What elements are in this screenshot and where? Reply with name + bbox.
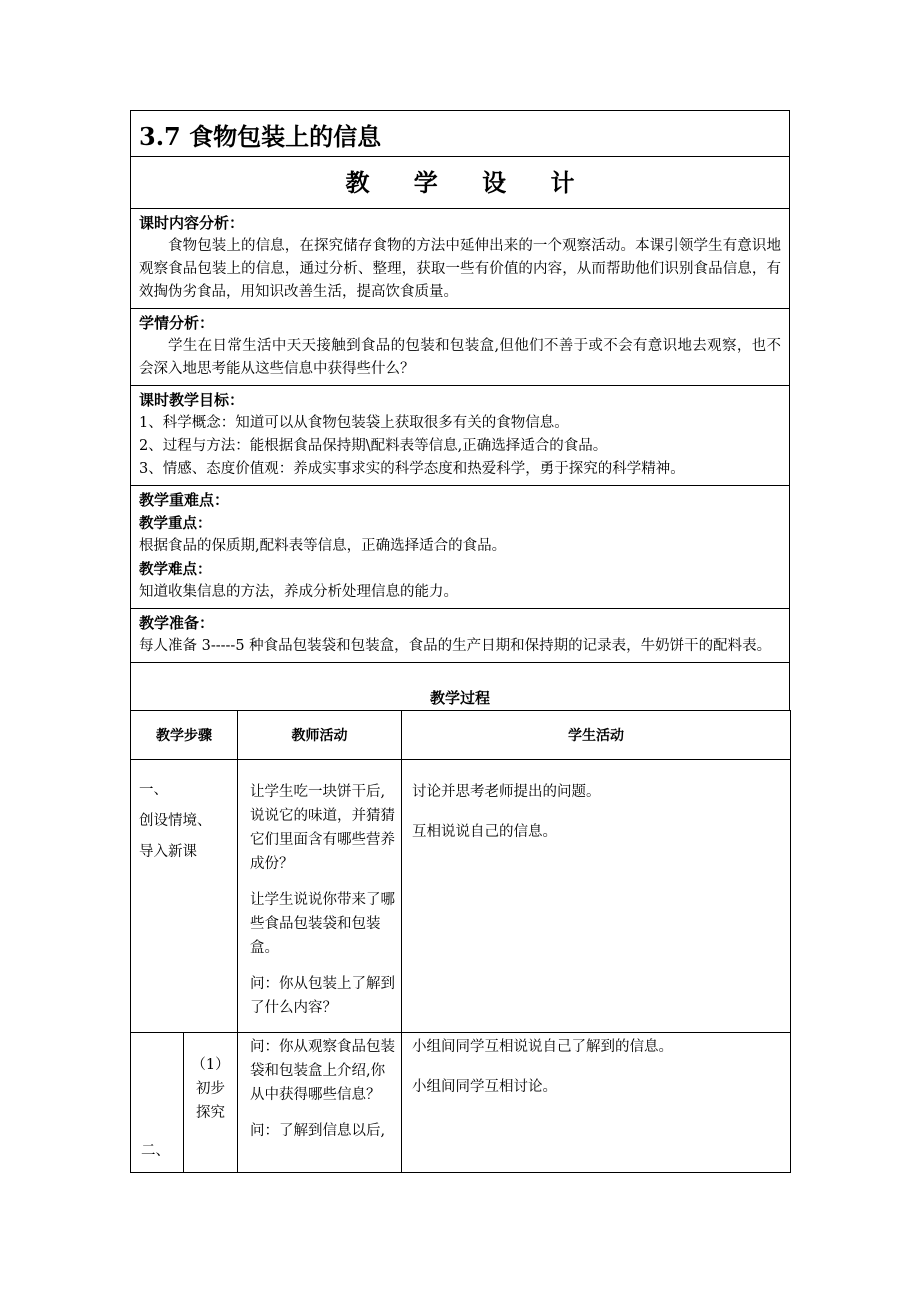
step1-line: 一、 <box>139 782 168 798</box>
learner-analysis-section <box>131 308 789 385</box>
step2-student-cell <box>402 1033 791 1173</box>
process-header-row <box>131 711 791 760</box>
difficulty-text: 知道收集信息的方法，养成分析处理信息的能力。 <box>139 584 458 600</box>
content-analysis-body: 食物包装上的信息，在探究储存食物的方法中延伸出来的一个观察活动。本课引领学生有意识地观察食品包装上的信息，通过分析、整理，获取一些有价值的内容，从而帮助他们识别食品信息，有效掏伪劣食品，用知识改善生活，提高饮食质量。 <box>139 238 781 300</box>
learner-analysis-heading: 学情分析： <box>139 314 215 332</box>
student-activity: 讨论并思考老师提出的问题。 <box>412 784 601 800</box>
column-header-student: 学生活动 <box>402 711 791 760</box>
teacher-activity: 让学生吃一块饼干后,说说它的味道，并猜猜它们里面含有哪些营养成份？ <box>250 784 395 872</box>
teacher-activity: 问：你从观察食品包装袋和包装盒上介绍,你从中获得哪些信息？ <box>250 1039 395 1103</box>
content-analysis-section <box>131 208 789 308</box>
key-points-heading: 教学重难点： <box>139 491 230 509</box>
lesson-plan-box <box>130 110 790 710</box>
step2-label: 二、 <box>141 1143 170 1159</box>
column-header-teacher: 教师活动 <box>238 711 402 760</box>
content-analysis-heading: 课时内容分析： <box>139 214 245 232</box>
objectives-section <box>131 385 789 485</box>
process-title: 教学过程 <box>131 662 789 710</box>
preparation-body: 每人准备 3-----5 种食品包装袋和包装盒，食品的生产日期和保持期的记录表，牛奶饼干的配料表。 <box>139 638 772 654</box>
teacher-activity: 问：了解到信息以后, <box>250 1123 386 1139</box>
column-header-steps: 教学步骤 <box>131 711 238 760</box>
lesson-title: 3.7 食物包装上的信息 <box>139 122 382 151</box>
step2-teacher-cell <box>238 1033 402 1173</box>
difficulty-label: 教学难点： <box>139 561 212 578</box>
preparation-section <box>131 608 789 662</box>
step1-student-cell <box>402 760 791 1033</box>
preparation-heading: 教学准备： <box>139 614 215 632</box>
step2-sub-number: （1） <box>191 1057 230 1073</box>
design-heading: 教 学 设 计 <box>131 156 789 208</box>
key-points-section <box>131 485 789 608</box>
teacher-activity: 让学生说说你带来了哪些食品包装袋和包装盒。 <box>250 892 395 956</box>
step1-line: 导入新课 <box>139 844 197 860</box>
table-row <box>131 760 791 1033</box>
table-row <box>131 1033 791 1173</box>
step1-teacher-cell <box>238 760 402 1033</box>
step2-sub-name: 初步探究 <box>196 1081 225 1121</box>
focus-text: 根据食品的保质期,配料表等信息，正确选择适合的食品。 <box>139 538 507 554</box>
objective-item: 2、过程与方法：能根据食品保持期\配料表等信息,正确选择适合的食品。 <box>139 438 608 454</box>
focus-label: 教学重点： <box>139 515 212 532</box>
student-activity: 小组间同学互相讨论。 <box>412 1079 557 1095</box>
teacher-activity: 问：你从包装上了解到了什么内容？ <box>250 976 395 1016</box>
step1-line: 创设情境、 <box>139 813 212 829</box>
student-activity: 互相说说自己的信息。 <box>412 824 557 840</box>
process-table <box>130 710 791 1173</box>
objective-item: 1、科学概念：知道可以从食物包装袋上获取很多有关的食物信息。 <box>139 415 569 431</box>
step2-cell <box>131 1033 184 1173</box>
objective-item: 3、情感、态度价值观：养成实事求实的科学态度和热爱科学，勇于探究的科学精神。 <box>139 461 685 477</box>
step2-sub-cell <box>184 1033 238 1173</box>
step1-cell <box>131 760 238 1033</box>
lesson-plan-page <box>130 110 790 1173</box>
objectives-heading: 课时教学目标： <box>139 391 245 409</box>
student-activity: 小组间同学互相说说自己了解到的信息。 <box>412 1039 673 1055</box>
learner-analysis-body: 学生在日常生活中天天接触到食品的包装和包装盒,但他们不善于或不会有意识地去观察，也不会深入地思考能从这些信息中获得些什么？ <box>139 338 781 377</box>
